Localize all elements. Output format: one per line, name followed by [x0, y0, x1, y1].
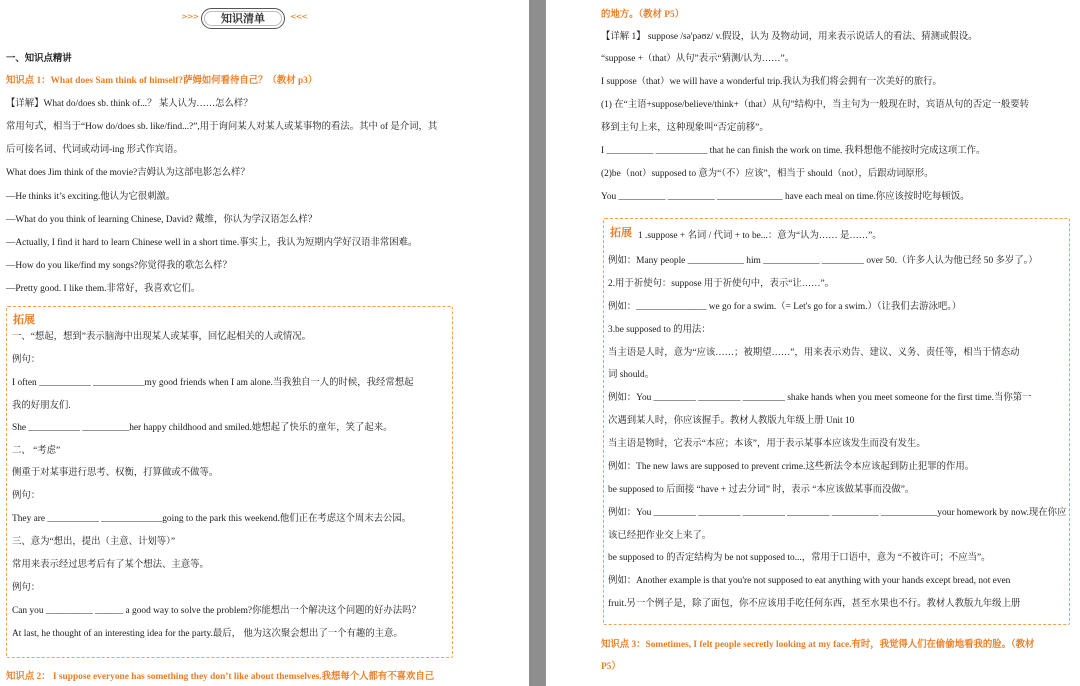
box-line: 当主语是人时，意为“应该……；被期望……”，用来表示劝告、建议、义务、责任等，相当于情态动 — [608, 348, 1020, 358]
box-line: 例句： — [12, 583, 41, 593]
box-line: 例如：_______________ we go for a swim.（= Let's go for a swim.）（让我们去游泳吧。） — [608, 302, 962, 312]
box-line: 该已经把作业交上来了。 — [608, 531, 712, 541]
text-line: —He thinks it’s exciting.他认为它很刺激。 — [6, 192, 176, 202]
text-line: (2)be（not）supposed to 意为“（不）应该”，相当于 should（not），后跟动词原形。 — [601, 169, 934, 179]
text-line: 【详解 1】 suppose /sə'pəʊz/ v.假设，认为 及物动词，用来表示说话人的看法、猜测或假设。 — [601, 32, 978, 42]
box-line: 2.用于祈使句：suppose 用于祈使句中，表示“让……”。 — [608, 279, 835, 289]
knowledge-point-1-title: 知识点 1：What does Sam think of himself?萨姆如何看待自己？（教材 p3） — [6, 76, 318, 86]
header-arrows-left: >>> — [181, 12, 199, 21]
box-line: 次遇到某人时，你应该握手。教材人教版九年级上册 Unit 10 — [608, 416, 855, 426]
box-line: She ___________ __________her happy childhood and smiled.她想起了快乐的童年，笑了起来。 — [12, 423, 393, 433]
box-line: At last, he thought of an interesting idea for the party.最后， 他为这次聚会想出了一个有趣的主意。 — [12, 629, 403, 639]
box-line: 二、 “考虑” — [12, 446, 61, 456]
section-title: 一、知识点精讲 — [6, 54, 72, 64]
box-line: be supposed to 后面接 “have + 过去分词” 时，表示 “本应该做某事而没做”。 — [608, 485, 915, 495]
box-line: 例如：The new laws are supposed to prevent crime.这些新法令本应该起到防止犯罪的作用。 — [608, 462, 975, 472]
header-arrows-right: <<< — [290, 12, 308, 21]
box-line: Can you __________ ______ a good way to solve the problem?你能想出一个解决这个问题的好办法吗？ — [12, 606, 421, 616]
box-line: 例句： — [12, 491, 41, 501]
box-line: I often ___________ ___________my good friends when I am alone.当我独自一人的时候，我经常想起 — [12, 378, 414, 388]
text-line: What does Jim think of the movie?吉姆认为这部电影怎么样？ — [6, 168, 250, 178]
page-top-continuation: 的地方。（教材 P5） — [601, 10, 685, 20]
extension-tag: 拓展 — [610, 226, 632, 239]
text-line: —How do you like/find my songs?你觉得我的歌怎么样？ — [6, 261, 232, 271]
box-line: 词 should。 — [608, 370, 655, 380]
box-line: 3.be supposed to 的用法： — [608, 325, 711, 335]
box-line: 一、“想起，想到”表示脑海中出现某人或某事，回忆起相关的人或情况。 — [12, 332, 311, 342]
box-line: 常用来表示经过思考后有了某个想法、主意等。 — [12, 560, 209, 570]
box-line: 我的好朋友们. — [12, 401, 71, 411]
text-line: —What do you think of learning Chinese, David? 戴维，你认为学汉语怎么样？ — [6, 215, 318, 225]
box-line: 例如：Many people ____________ him ____________ _________ over 50.（许多人认为他已经 50 多岁了。） — [608, 256, 1038, 266]
text-line: 常用句式，相当于“How do/does sb. like/find...?”,用于询问某人对某人或某事物的看法。其中 of 是介词，其 — [6, 122, 438, 132]
text-line: —Pretty good. I like them.非常好，我喜欢它们。 — [6, 284, 201, 294]
text-line: You __________ __________ ______________ have each meal on time.你应该按时吃每顿饭。 — [601, 192, 970, 202]
box-line: 当主语是物时，它表示“本应；本该”，用于表示某事本应该发生而没有发生。 — [608, 439, 926, 449]
text-line: I __________ ___________ that he can finish the work on time. 我料想他不能按时完成这项工作。 — [601, 146, 986, 156]
box-line: 侧重于对某事进行思考、权衡，打算做或不做等。 — [12, 468, 219, 478]
text-line: 后可接名词、代词或动词-ing 形式作宾语。 — [6, 145, 183, 155]
extension-tag: 拓展 — [13, 313, 35, 326]
text-line: 【详解】What do/does sb. think of...？ 某人认为……怎么样？ — [6, 99, 253, 109]
text-line: (1) 在“主语+suppose/believe/think+（that）从句”结构中，当主句为一般现在时，宾语从句的否定一般要转 — [601, 100, 1029, 110]
document-page-right — [546, 0, 1080, 686]
box-line: 例句： — [12, 355, 41, 365]
section-header-badge: 知识清单 — [201, 8, 285, 29]
knowledge-point-3-title-tail: P5） — [601, 662, 621, 672]
box-line: be supposed to 的否定结构为 be not supposed to...，常用于口语中，意为 “不被许可；不应当”。 — [608, 553, 991, 563]
box-line: 例如：Another example is that you're not supposed to eat anything with your hands except bread, not even — [608, 576, 1011, 586]
box-line: 三、意为“想出，提出（主意、计划等）” — [12, 537, 176, 547]
box-line: 例如：You _________ _________ _________ shake hands when you meet someone for the first time.当你第一 — [608, 393, 1032, 403]
box-line: They are ___________ _____________going to the park this weekend.他们正在考虑这个周末去公园。 — [12, 514, 412, 524]
box-line: 例如：You _________ _________ _________ _________ __________ ____________your homework by now.现在你应 — [608, 508, 1067, 518]
text-line: “suppose +（that）从句”表示“猜测/认为……”。 — [601, 54, 795, 64]
knowledge-point-2-title: 知识点 2： I suppose everyone has something they don’t like about themselves.我想每个人都有不喜欢自己 — [6, 672, 435, 682]
document-page-left — [0, 0, 529, 686]
box-line: 1 .suppose + 名词 / 代词 + to be...：意为“认为…… 是……”。 — [638, 231, 882, 241]
text-line: —Actually, I find it hard to learn Chinese well in a short time.事实上，我认为短期内学好汉语非常困难。 — [6, 238, 418, 248]
knowledge-point-3-title: 知识点 3：Sometimes, I felt people secretly looking at my face.有时，我觉得人们在偷偷地看我的脸。（教材 — [601, 640, 1035, 650]
box-line: fruit.另一个例子是，除了面包，你不应该用手吃任何东西，甚至水果也不行。教材人教版九年级上册 — [608, 599, 1021, 609]
text-line: I suppose（that）we will have a wonderful trip.我认为我们将会拥有一次美好的旅行。 — [601, 77, 942, 87]
text-line: 移到主句上来，这种现象叫“否定前移”。 — [601, 123, 769, 133]
